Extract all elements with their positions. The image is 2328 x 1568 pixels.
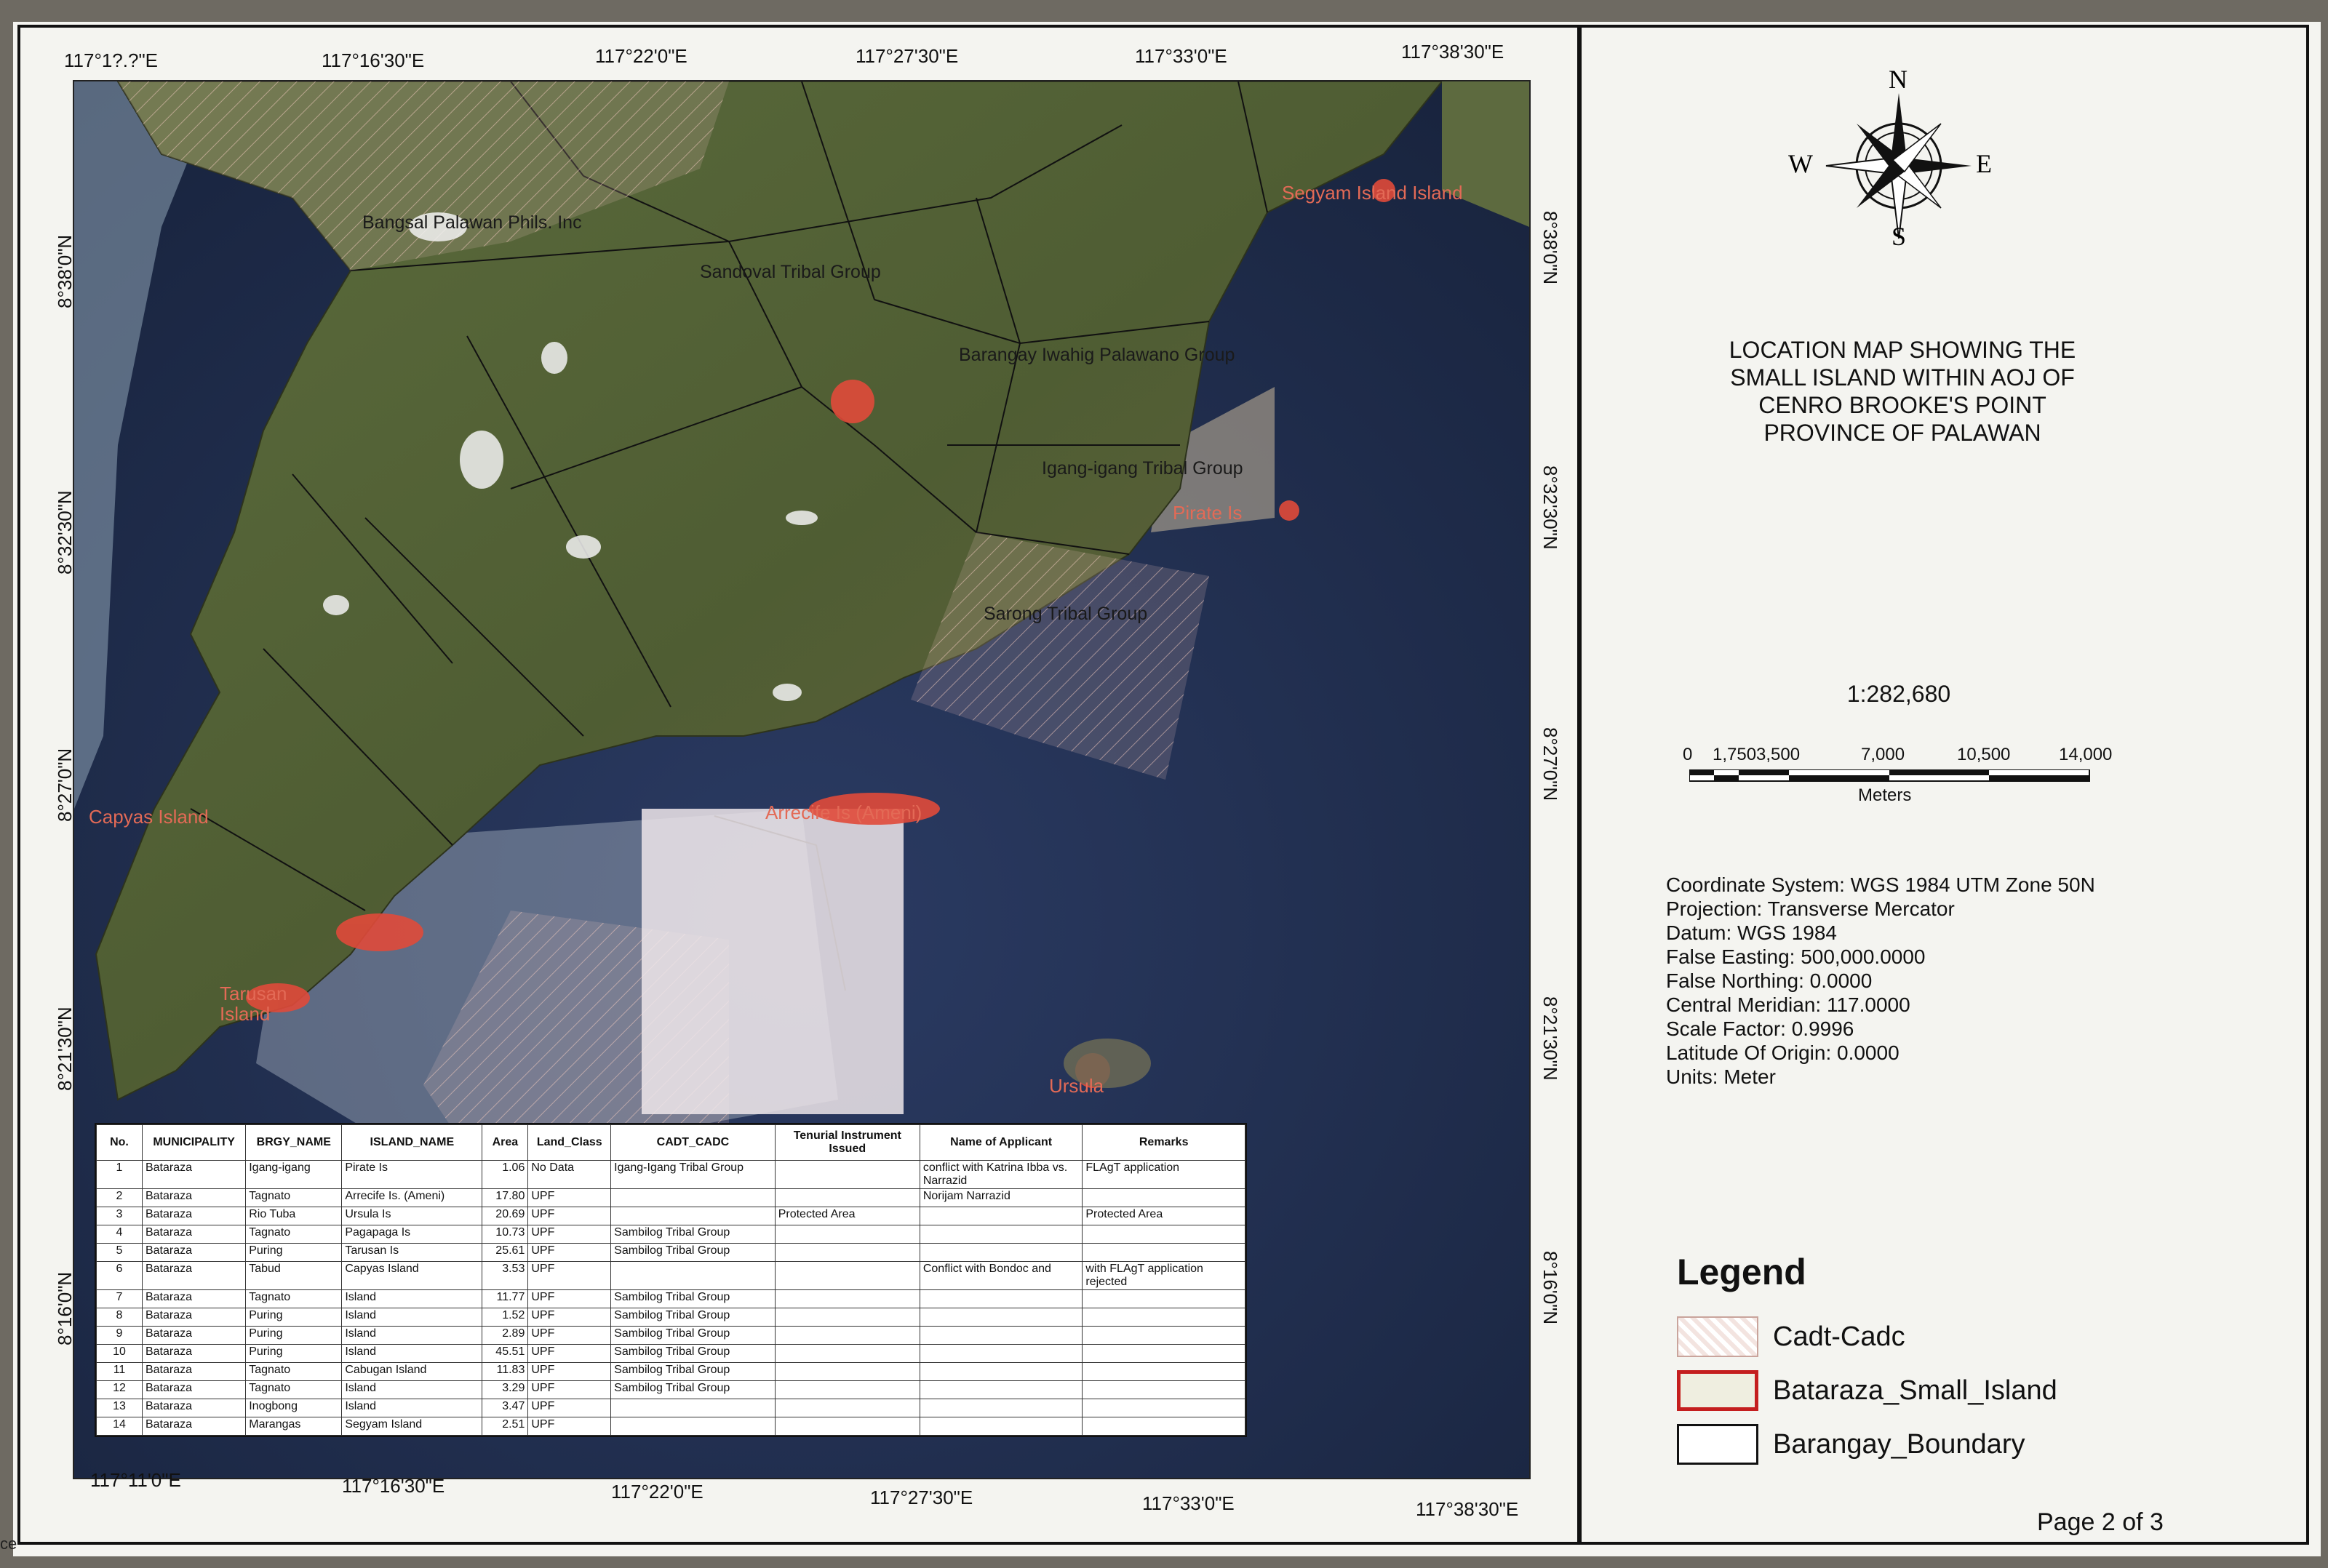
table-cell: Bataraza <box>142 1262 245 1290</box>
table-cell <box>1083 1225 1245 1244</box>
table-cell: UPF <box>528 1363 611 1381</box>
legend-label: Bataraza_Small_Island <box>1773 1375 2057 1406</box>
table-cell <box>775 1225 920 1244</box>
table-cell: 3 <box>97 1207 143 1225</box>
table-cell: Pirate Is <box>342 1161 482 1189</box>
top-tick: 117°27'30"E <box>856 45 959 67</box>
map-title-line: LOCATION MAP SHOWING THE <box>1729 337 2076 363</box>
table-cell: 10 <box>97 1345 143 1363</box>
column-header: Area <box>482 1125 528 1161</box>
table-body <box>97 1161 1245 1436</box>
table-cell: Protected Area <box>1083 1207 1245 1225</box>
table-cell: Island <box>342 1308 482 1327</box>
legend-item-cadt <box>1677 1315 1905 1359</box>
table-cell: UPF <box>528 1207 611 1225</box>
left-tick: 8°27'0"N <box>54 748 76 822</box>
table-cell: Puring <box>246 1327 342 1345</box>
table-cell <box>1083 1399 1245 1417</box>
table-cell: Conflict with Bondoc and <box>920 1262 1083 1290</box>
right-tick: 8°27'0"N <box>1539 727 1561 801</box>
table-cell: No Data <box>528 1161 611 1189</box>
table-cell <box>1083 1308 1245 1327</box>
column-header: BRGY_NAME <box>246 1125 342 1161</box>
table-cell: UPF <box>528 1244 611 1262</box>
table-cell: Island <box>342 1327 482 1345</box>
legend-swatch-small-island <box>1677 1370 1758 1411</box>
legend-item-barangay <box>1677 1423 2025 1466</box>
map-title <box>1666 336 2139 447</box>
table-cell: Ursula Is <box>342 1207 482 1225</box>
table-cell <box>920 1417 1083 1436</box>
table-cell: Tagnato <box>246 1381 342 1399</box>
table-cell: 9 <box>97 1327 143 1345</box>
table-cell: Bataraza <box>142 1345 245 1363</box>
map-title-line: PROVINCE OF PALAWAN <box>1763 420 2041 446</box>
edge-note: ce <box>0 1535 17 1553</box>
table-cell: Sambilog Tribal Group <box>611 1363 776 1381</box>
coord-line: False Easting: 500,000.0000 <box>1666 945 1926 968</box>
table-cell: 11.77 <box>482 1290 528 1308</box>
table-cell: Island <box>342 1345 482 1363</box>
table-cell: Bataraza <box>142 1189 245 1207</box>
table-cell: Sambilog Tribal Group <box>611 1345 776 1363</box>
table-cell: UPF <box>528 1262 611 1290</box>
table-row <box>97 1207 1245 1225</box>
right-tick: 8°32'30"N <box>1539 465 1561 550</box>
table-cell <box>775 1290 920 1308</box>
table-row <box>97 1363 1245 1381</box>
table-row <box>97 1244 1245 1262</box>
table-cell <box>920 1345 1083 1363</box>
scale-bar-graphic <box>1689 769 2097 784</box>
table-cell: Island <box>342 1381 482 1399</box>
table-cell: Capyas Island <box>342 1262 482 1290</box>
table-cell <box>775 1399 920 1417</box>
table-row <box>97 1327 1245 1345</box>
table-cell <box>920 1308 1083 1327</box>
column-header: Land_Class <box>528 1125 611 1161</box>
table-cell <box>1083 1345 1245 1363</box>
table-cell: 13 <box>97 1399 143 1417</box>
table-cell: Segyam Island <box>342 1417 482 1436</box>
scale-label: 14,000 <box>2059 745 2113 764</box>
compass-w: W <box>1788 149 1813 178</box>
table-cell: Island <box>342 1290 482 1308</box>
table-cell: Sambilog Tribal Group <box>611 1290 776 1308</box>
table-cell <box>920 1381 1083 1399</box>
island-attribute-table <box>95 1123 1247 1437</box>
table-cell: Puring <box>246 1345 342 1363</box>
table-cell: UPF <box>528 1189 611 1207</box>
legend-swatch-cadt <box>1677 1316 1758 1357</box>
coordinate-info <box>1666 873 2095 1089</box>
table-cell: 3.53 <box>482 1262 528 1290</box>
table-cell: Bataraza <box>142 1207 245 1225</box>
column-header: Name of Applicant <box>920 1125 1083 1161</box>
table-cell: Cabugan Island <box>342 1363 482 1381</box>
table-cell: Igang-Igang Tribal Group <box>611 1161 776 1189</box>
table-cell: 17.80 <box>482 1189 528 1207</box>
left-tick: 8°21'30"N <box>54 1007 76 1091</box>
left-tick: 8°32'30"N <box>54 490 76 575</box>
table-cell <box>1083 1417 1245 1436</box>
table-cell: Protected Area <box>775 1207 920 1225</box>
table-cell: Island <box>342 1399 482 1417</box>
coord-line: Units: Meter <box>1666 1065 1776 1088</box>
table-row <box>97 1262 1245 1290</box>
map-title-line: CENRO BROOKE'S POINT <box>1758 392 2046 418</box>
table-cell: UPF <box>528 1417 611 1436</box>
legend-item-small-island <box>1677 1369 2057 1412</box>
label-igang: Igang-igang Tribal Group <box>1042 458 1243 479</box>
table-cell: 7 <box>97 1290 143 1308</box>
table-cell: Tarusan Is <box>342 1244 482 1262</box>
table-cell: Rio Tuba <box>246 1207 342 1225</box>
label-capyas: Capyas Island <box>89 806 209 828</box>
bottom-tick: 117°22'0"E <box>611 1481 703 1503</box>
map-title-line: SMALL ISLAND WITHIN AOJ OF <box>1730 364 2075 391</box>
table-cell <box>611 1207 776 1225</box>
table-cell: Tabud <box>246 1262 342 1290</box>
page-number: Page 2 of 3 <box>2037 1508 2164 1536</box>
label-arrecife: Arrecife Is (Ameni) <box>765 801 922 823</box>
coord-line: False Northing: 0.0000 <box>1666 969 1873 992</box>
table-cell: Sambilog Tribal Group <box>611 1225 776 1244</box>
table-cell: Bataraza <box>142 1399 245 1417</box>
label-tarusan: Tarusan Island <box>220 983 287 1025</box>
table-cell: 10.73 <box>482 1225 528 1244</box>
table-cell <box>775 1327 920 1345</box>
table-cell: Bataraza <box>142 1244 245 1262</box>
table-cell: Bataraza <box>142 1161 245 1189</box>
table-row <box>97 1399 1245 1417</box>
table-cell <box>920 1399 1083 1417</box>
table-cell: Bataraza <box>142 1417 245 1436</box>
table-cell: Bataraza <box>142 1327 245 1345</box>
table-cell <box>920 1207 1083 1225</box>
table-cell <box>920 1225 1083 1244</box>
coord-line: Coordinate System: WGS 1984 UTM Zone 50N <box>1666 873 2095 896</box>
table-cell <box>611 1262 776 1290</box>
bottom-tick: 117°16'30"E <box>342 1475 445 1497</box>
table-cell <box>775 1262 920 1290</box>
table-cell: 25.61 <box>482 1244 528 1262</box>
left-tick: 8°38'0"N <box>54 234 76 308</box>
legend-label: Cadt-Cadc <box>1773 1321 1905 1352</box>
scale-label: 1,750 <box>1713 745 1757 764</box>
table-cell: Sambilog Tribal Group <box>611 1381 776 1399</box>
table-cell: Sambilog Tribal Group <box>611 1244 776 1262</box>
panel-divider <box>1577 25 1582 1545</box>
table-cell <box>775 1381 920 1399</box>
scale-label: 7,000 <box>1861 745 1905 764</box>
table-cell <box>775 1363 920 1381</box>
coord-line: Scale Factor: 0.9996 <box>1666 1017 1854 1040</box>
column-header: Remarks <box>1083 1125 1245 1161</box>
table-cell <box>775 1345 920 1363</box>
table-cell: UPF <box>528 1345 611 1363</box>
coord-line: Datum: WGS 1984 <box>1666 921 1837 944</box>
table-cell: Tagnato <box>246 1225 342 1244</box>
table-cell: 1.52 <box>482 1308 528 1327</box>
table-cell: Inogbong <box>246 1399 342 1417</box>
scale-ratio: 1:282,680 <box>1846 681 1951 707</box>
table-cell <box>1083 1381 1245 1399</box>
table-cell: 6 <box>97 1262 143 1290</box>
table-cell: Puring <box>246 1308 342 1327</box>
table-cell: conflict with Katrina Ibba vs. Narrazid <box>920 1161 1083 1189</box>
table-cell <box>775 1161 920 1189</box>
table-row <box>97 1345 1245 1363</box>
label-pirate: Pirate Is <box>1173 502 1243 524</box>
table-cell <box>920 1327 1083 1345</box>
table-cell: Tagnato <box>246 1363 342 1381</box>
table-cell: UPF <box>528 1308 611 1327</box>
top-tick: 117°33'0"E <box>1135 45 1227 67</box>
scale-label: 0 <box>1683 745 1693 764</box>
table-cell <box>611 1189 776 1207</box>
table-cell <box>920 1363 1083 1381</box>
table-cell: Norijam Narrazid <box>920 1189 1083 1207</box>
top-tick: 117°22'0"E <box>595 45 687 67</box>
table-cell <box>1083 1327 1245 1345</box>
table-cell: 11.83 <box>482 1363 528 1381</box>
right-tick: 8°21'30"N <box>1539 996 1561 1081</box>
table-cell: UPF <box>528 1381 611 1399</box>
top-tick: 117°16'30"E <box>322 49 425 71</box>
label-bangsal: Bangsal Palawan Phils. Inc <box>362 212 582 233</box>
column-header: MUNICIPALITY <box>142 1125 245 1161</box>
table-cell: with FLAgT application rejected <box>1083 1262 1245 1290</box>
compass-e: E <box>1976 149 1992 178</box>
table-cell: 12 <box>97 1381 143 1399</box>
bottom-tick: 117°33'0"E <box>1142 1492 1235 1514</box>
table-cell <box>775 1417 920 1436</box>
legend-title: Legend <box>1677 1252 1806 1292</box>
table-cell: Puring <box>246 1244 342 1262</box>
bottom-tick: 117°27'30"E <box>870 1487 973 1508</box>
bottom-tick: 117°11'0"E <box>90 1469 181 1491</box>
table-cell <box>1083 1244 1245 1262</box>
compass-n: N <box>1889 65 1908 94</box>
table-cell: UPF <box>528 1399 611 1417</box>
label-iwahig: Barangay Iwahig Palawano Group <box>959 345 1235 365</box>
table-row <box>97 1161 1245 1189</box>
table-cell: Tagnato <box>246 1189 342 1207</box>
table-row <box>97 1225 1245 1244</box>
table-cell: 1 <box>97 1161 143 1189</box>
table-cell: Bataraza <box>142 1381 245 1399</box>
table-cell: 45.51 <box>482 1345 528 1363</box>
table-cell: Sambilog Tribal Group <box>611 1327 776 1345</box>
coord-line: Latitude Of Origin: 0.0000 <box>1666 1041 1900 1064</box>
table-cell: Pagapaga Is <box>342 1225 482 1244</box>
table-header-row <box>97 1125 1245 1161</box>
table-cell: UPF <box>528 1225 611 1244</box>
table-row <box>97 1189 1245 1207</box>
table-cell: Arrecife Is. (Ameni) <box>342 1189 482 1207</box>
legend-label: Barangay_Boundary <box>1773 1428 2025 1460</box>
table-cell <box>920 1290 1083 1308</box>
table-cell: 2.51 <box>482 1417 528 1436</box>
table-cell: UPF <box>528 1290 611 1308</box>
table-cell: 8 <box>97 1308 143 1327</box>
table-cell: 3.47 <box>482 1399 528 1417</box>
top-tick: 117°1?.?"E <box>64 49 159 71</box>
table-cell: 1.06 <box>482 1161 528 1189</box>
table-row <box>97 1308 1245 1327</box>
label-sarong: Sarong Tribal Group <box>984 604 1148 624</box>
table-cell <box>775 1244 920 1262</box>
table-cell <box>1083 1363 1245 1381</box>
column-header: ISLAND_NAME <box>342 1125 482 1161</box>
top-tick: 117°38'30"E <box>1401 41 1504 63</box>
table-cell: Bataraza <box>142 1308 245 1327</box>
north-arrow <box>1788 65 1993 256</box>
table-cell <box>1083 1189 1245 1207</box>
right-tick: 8°16'0"N <box>1539 1251 1561 1325</box>
table-cell <box>611 1399 776 1417</box>
table-cell: 2.89 <box>482 1327 528 1345</box>
table-cell: 5 <box>97 1244 143 1262</box>
table-cell: UPF <box>528 1327 611 1345</box>
table-row <box>97 1417 1245 1436</box>
legend-swatch-barangay <box>1677 1424 1758 1465</box>
table-cell: Bataraza <box>142 1225 245 1244</box>
table-cell <box>920 1244 1083 1262</box>
scale-label: 3,500 <box>1756 745 1801 764</box>
survey-block <box>642 809 904 1114</box>
table-cell: Marangas <box>246 1417 342 1436</box>
table-cell: Sambilog Tribal Group <box>611 1308 776 1327</box>
table-cell: Bataraza <box>142 1363 245 1381</box>
table-cell <box>611 1417 776 1436</box>
table-cell: 2 <box>97 1189 143 1207</box>
table-row <box>97 1290 1245 1308</box>
coord-line: Central Meridian: 117.0000 <box>1666 993 1910 1016</box>
table-cell: 4 <box>97 1225 143 1244</box>
scale-bar <box>1681 742 2117 815</box>
right-tick: 8°38'0"N <box>1539 211 1561 285</box>
table-cell: Tagnato <box>246 1290 342 1308</box>
table-cell <box>1083 1290 1245 1308</box>
bottom-tick: 117°38'30"E <box>1416 1498 1519 1520</box>
table-cell: FLAgT application <box>1083 1161 1245 1189</box>
compass-s: S <box>1892 222 1907 251</box>
scale-label: 10,500 <box>1957 745 2011 764</box>
table-cell: Bataraza <box>142 1290 245 1308</box>
column-header: No. <box>97 1125 143 1161</box>
table-cell: 14 <box>97 1417 143 1436</box>
label-ursula: Ursula <box>1049 1075 1104 1097</box>
coord-line: Projection: Transverse Mercator <box>1666 897 1955 920</box>
label-segyam: Segyam Island Island <box>1282 182 1463 204</box>
table-cell: 20.69 <box>482 1207 528 1225</box>
table-cell <box>775 1308 920 1327</box>
table-cell <box>775 1189 920 1207</box>
scale-units: Meters <box>1858 785 1912 805</box>
table-row <box>97 1381 1245 1399</box>
column-header: Tenurial Instrument Issued <box>775 1125 920 1161</box>
table-cell: Igang-igang <box>246 1161 342 1189</box>
label-sandoval: Sandoval Tribal Group <box>700 262 881 282</box>
left-tick: 8°16'0"N <box>54 1271 76 1345</box>
table-cell: 3.29 <box>482 1381 528 1399</box>
column-header: CADT_CADC <box>611 1125 776 1161</box>
table-cell: 11 <box>97 1363 143 1381</box>
